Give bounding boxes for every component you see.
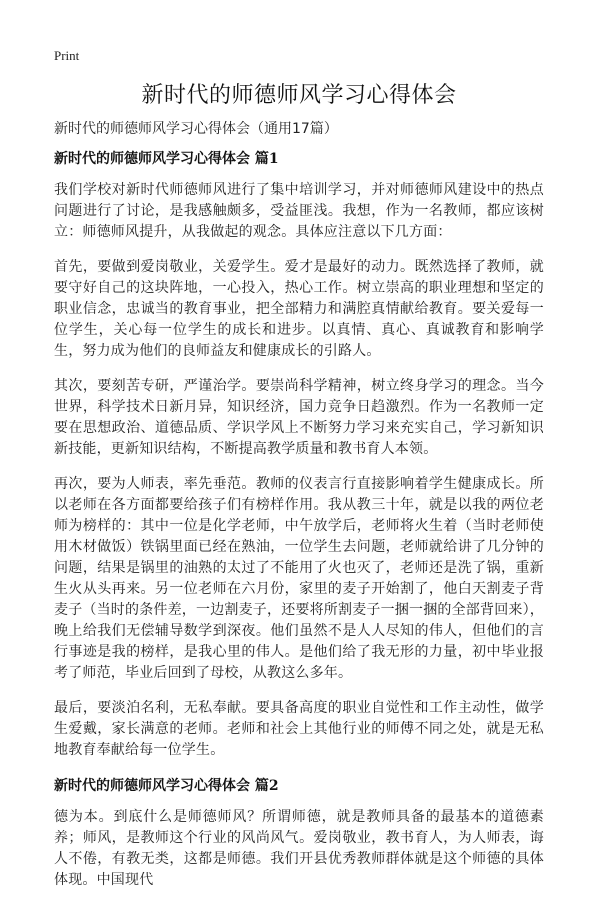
print-label: Print (54, 48, 80, 63)
paragraph: 最后，要淡泊名利，无私奉献。要具备高度的职业自觉性和工作主动性，做学生爱戴，家长满意的老师。老师和社会上其他行业的师傅不同之处，就是无私地教育奉献给每一位学生。 (54, 700, 544, 758)
document-content (54, 148, 544, 905)
paragraph: 其次，要刻苦专研，严谨治学。要崇尚科学精神，树立终身学习的理念。当今世界，科学技术日新月异，知识经济，国力竞争日趋激烈。作为一名教师一定要在思想政治、道德品质、学识学风上不断努力学习来充实自己，学习新知识新技能，更新知识结构，不断提高教学质量和教书育人本领。 (54, 378, 544, 457)
section-heading: 新时代的师德师风学习心得体会 篇1 (54, 151, 279, 167)
paragraph: 首先，要做到爱岗敬业，关爱学生。爱才是最好的动力。既然选择了教师，就要守好自己的这块阵地，一心投入，热心工作。树立崇高的职业理想和坚定的职业信念，忠诚当的教育事业，把全部精力和满腔真情献给教育。要关爱每一位学生，关心每一位学生的成长和进步。以真情、真心、真诚教育和影响学生，努力成为他们的良师益友和健康成长的引路人。 (54, 259, 544, 359)
paragraph: 我们学校对新时代师德师风进行了集中培训学习，并对师德师风建设中的热点问题进行了讨论，是我感触颇多，受益匪浅。我想，作为一名教师，都应该树立：师德师风提升，从我做起的观念。具体应注意以下几方面： (54, 182, 544, 240)
document-title: 新时代的师德师风学习心得体会 (141, 83, 457, 108)
paragraph: 德为本。到底什么是师德师风？所谓师德，就是教师具备的最基本的道德素养；师风，是教师这个行业的风尚风气。爱岗敬业，教书育人，为人师表，诲人不倦，有教无类，这都是师德。我们开县优秀教师群体就是这个师德的具体体现。中国现代 (54, 809, 544, 888)
section-heading: 新时代的师德师风学习心得体会 篇2 (54, 778, 279, 794)
document-subtitle: 新时代的师德师风学习心得体会（通用17篇） (54, 121, 338, 137)
paragraph: 再次，要为人师表，率先垂范。教师的仪表言行直接影响着学生健康成长。所以老师在各方面都要给孩子们有榜样作用。我从教三十年，就是以我的两位老师为榜样的：其中一位是化学老师，中午放学后，老师将火生着（当时老师使用木材做饭）铁锅里面已经在熟油，一位学生去问题，老师就给讲了几分钟的问题，结果是锅里的油熟的太过了不能用了火也灭了，老师还是洗了锅，重新生火从头再来。另一位老师在六月份，家里的麦子开始割了，他白天割麦子背麦子（当时的条件差，一边割麦子，还要将所割麦子一捆一捆的全部背回来），晚上给我们无偿辅导数学到深夜。他们虽然不是人人尽知的伟人，但他们的言行事迹是我的榜样，是我心里的伟人。是他们给了我无形的力量，初中毕业报考了师范，毕业后回到了母校，从教这么多年。 (54, 476, 544, 681)
